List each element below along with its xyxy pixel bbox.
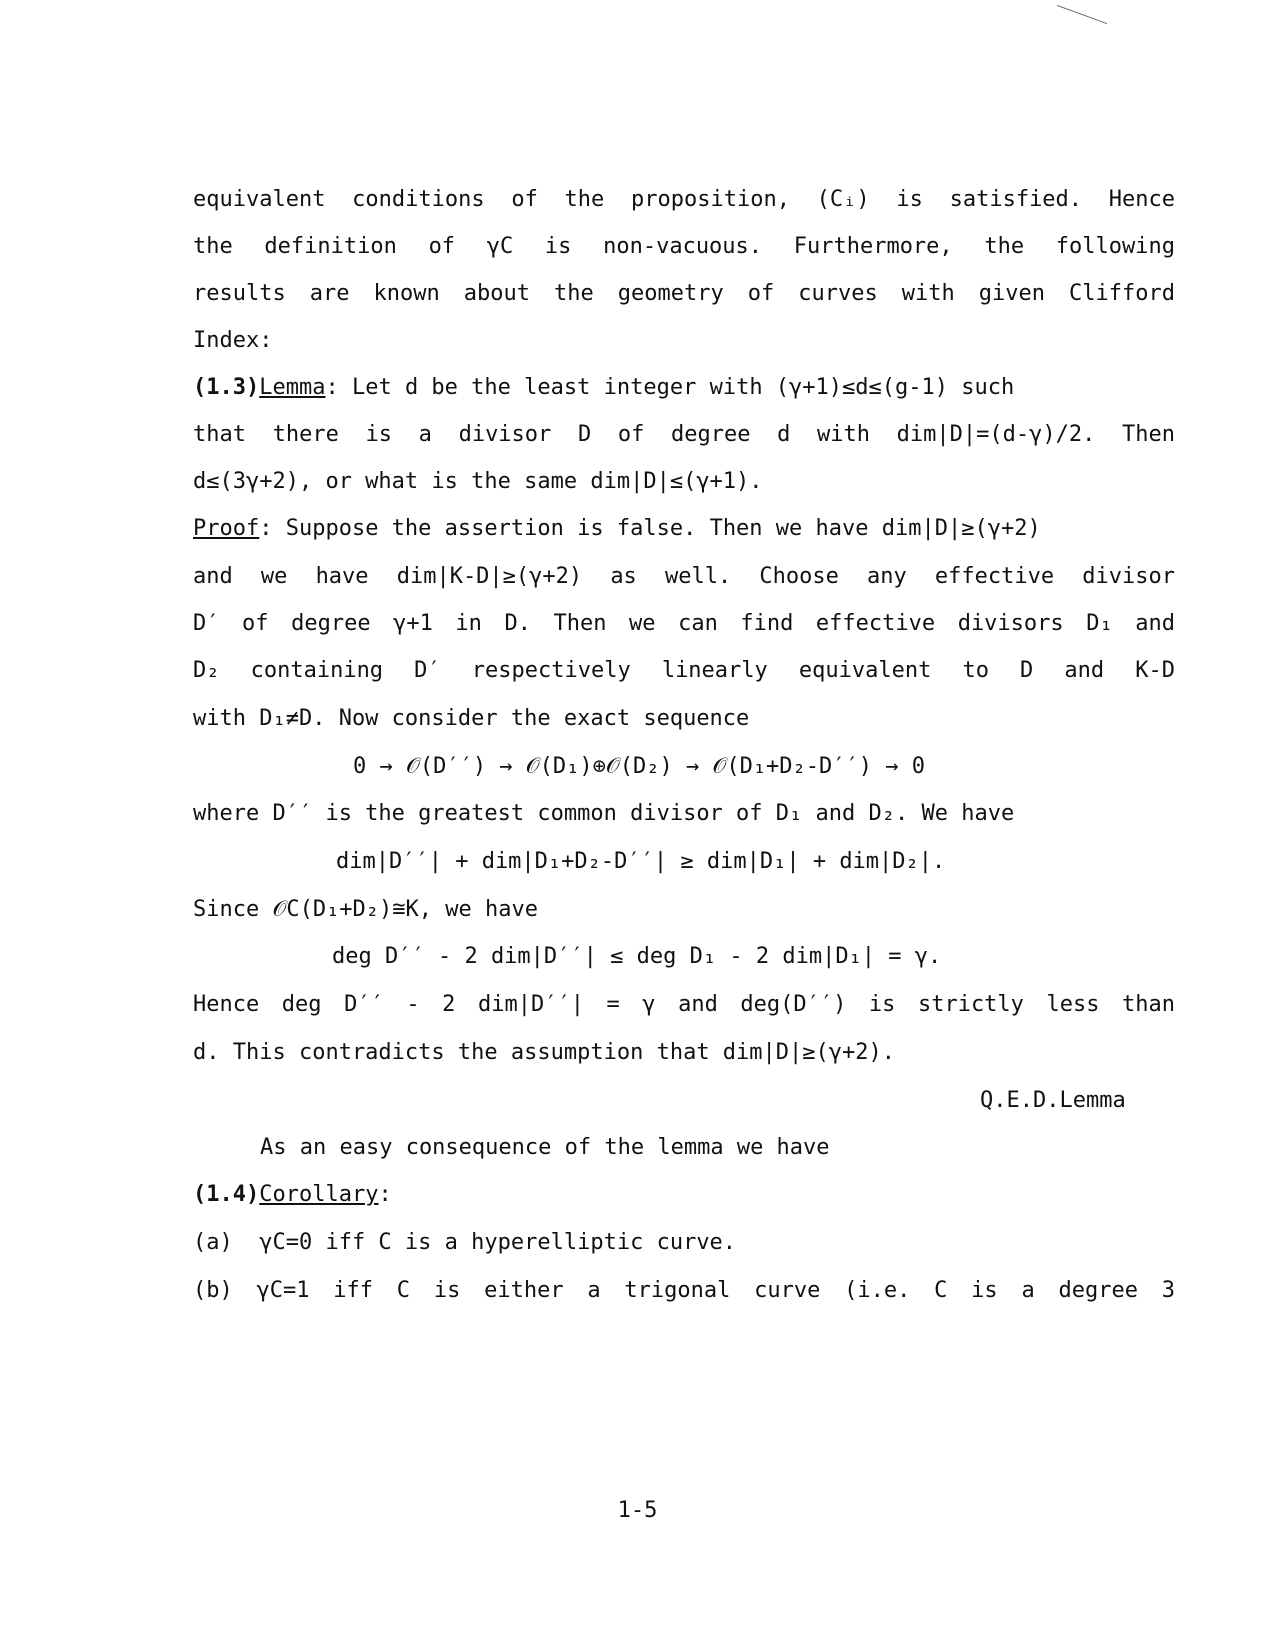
corollary-number: (1.4): [193, 1182, 260, 1207]
text-line: D₂ containing D′ respectively linearly equivalent to D and K-D: [193, 658, 1175, 683]
page-number: 1-5: [617, 1498, 658, 1523]
exact-sequence: 0 → 𝒪(D′′) → 𝒪(D₁)⊕𝒪(D₂) → 𝒪(D₁+D₂-D′′) → 0: [353, 754, 925, 779]
corollary-item-a: (a) γC=0 iff C is a hyperelliptic curve.: [193, 1230, 737, 1255]
text-line: with D₁≠D. Now consider the exact sequence: [193, 706, 750, 731]
text-line: equivalent conditions of the proposition, (Cᵢ) is satisfied. Hence: [193, 187, 1175, 212]
degree-inequality: deg D′′ - 2 dim|D′′| ≤ deg D₁ - 2 dim|D₁| = γ.: [332, 944, 942, 969]
corollary-label: Corollary: [259, 1182, 379, 1207]
text-line: D′ of degree γ+1 in D. Then we can find effective divisors D₁ and: [193, 611, 1175, 636]
proof-heading-line: Proof: Suppose the assertion is false. Then we have dim|D|≥(γ+2): [193, 516, 1041, 541]
qed-mark: Q.E.D.Lemma: [980, 1088, 1126, 1113]
dimension-inequality: dim|D′′| + dim|D₁+D₂-D′′| ≥ dim|D₁| + dim|D₂|.: [336, 849, 946, 874]
text-line: results are known about the geometry of curves with given Clifford: [193, 281, 1175, 306]
scan-mark: [1057, 0, 1107, 24]
proof-label: Proof: [193, 516, 260, 541]
text-line: d. This contradicts the assumption that dim|D|≥(γ+2).: [193, 1040, 895, 1065]
text-line: Index:: [193, 328, 273, 353]
text-line: the definition of γC is non-vacuous. Furthermore, the following: [193, 234, 1175, 259]
text-line: As an easy consequence of the lemma we have: [260, 1135, 830, 1160]
text-line: Since 𝒪C(D₁+D₂)≅K, we have: [193, 897, 538, 922]
text-line: where D′′ is the greatest common divisor of D₁ and D₂. We have: [193, 801, 1015, 826]
text-line: d≤(3γ+2), or what is the same dim|D|≤(γ+1).: [193, 469, 763, 494]
text-line: and we have dim|K-D|≥(γ+2) as well. Choose any effective divisor: [193, 564, 1175, 589]
lemma-heading-line: (1.3)Lemma: Let d be the least integer with (γ+1)≤d≤(g-1) such: [193, 375, 1015, 400]
lemma-number: (1.3): [193, 375, 260, 400]
text-line: Hence deg D′′ - 2 dim|D′′| = γ and deg(D′′) is strictly less than: [193, 992, 1175, 1017]
corollary-heading-line: (1.4)Corollary:: [193, 1182, 392, 1207]
text-line: that there is a divisor D of degree d with dim|D|=(d-γ)/2. Then: [193, 422, 1175, 447]
corollary-item-b: (b) γC=1 iff C is either a trigonal curve (i.e. C is a degree 3: [193, 1278, 1175, 1303]
lemma-label: Lemma: [259, 375, 326, 400]
